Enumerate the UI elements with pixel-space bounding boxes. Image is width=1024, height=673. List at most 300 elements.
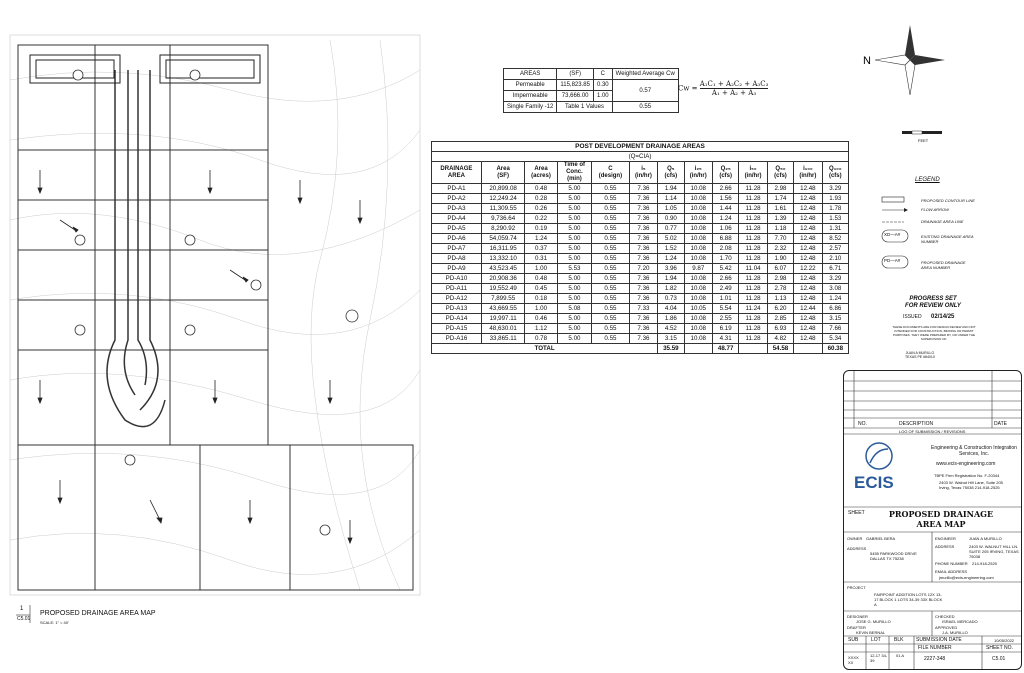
table-cell: 12.48 bbox=[794, 274, 822, 284]
table-header-row bbox=[432, 162, 849, 184]
table-row bbox=[432, 204, 849, 214]
row-area: Permeable bbox=[504, 80, 557, 91]
col-header-line: (in/hr) bbox=[744, 172, 762, 179]
table-cell: 12,249.24 bbox=[481, 194, 524, 204]
row-area: Impermeable bbox=[504, 91, 557, 102]
table-cell: PD-A11 bbox=[432, 284, 482, 294]
col-header bbox=[822, 162, 848, 184]
table-cell: 12.48 bbox=[794, 324, 822, 334]
table-cell: 5.00 bbox=[557, 334, 592, 344]
scale-bar bbox=[900, 128, 950, 148]
table-cell: 12.48 bbox=[794, 294, 822, 304]
table-cell: 0.77 bbox=[658, 224, 684, 234]
table-cell: 5.00 bbox=[557, 294, 592, 304]
phone-label: PHONE NUMBER bbox=[935, 561, 968, 566]
col-header bbox=[525, 162, 557, 184]
table-cell: 0.55 bbox=[592, 184, 630, 194]
table-cell: 11.28 bbox=[739, 294, 767, 304]
table-cell: 0.73 bbox=[658, 294, 684, 304]
table-cell: 12.48 bbox=[794, 334, 822, 344]
table-cell: 7.36 bbox=[629, 224, 657, 234]
col-header-cw: Weighted Average Cw bbox=[612, 69, 678, 80]
table-cell: 5.02 bbox=[658, 234, 684, 244]
table-cell: 7.66 bbox=[822, 324, 848, 334]
table-cell: 8,290.92 bbox=[481, 224, 524, 234]
progress-line2: FOR REVIEW ONLY bbox=[905, 303, 961, 309]
col-header-line: Q₅₀ bbox=[775, 165, 786, 172]
revision-date-label: DATE bbox=[994, 421, 1007, 427]
engineer-stamp bbox=[905, 351, 935, 359]
row-area: Single Family -12 bbox=[504, 102, 557, 113]
sheet-no: C5.01 bbox=[992, 656, 1006, 662]
table-cell: 6.19 bbox=[713, 324, 739, 334]
table-cell: 4.82 bbox=[767, 334, 793, 344]
table-cell: 5.00 bbox=[557, 284, 592, 294]
table-cell: 6.07 bbox=[767, 264, 793, 274]
lot-value: 12-17 34-39 bbox=[870, 653, 888, 663]
owner-name: GABRIEL BERA bbox=[866, 536, 896, 541]
legend-item: PROPOSED CONTOUR LINE bbox=[921, 198, 975, 203]
table-cell: 1.00 bbox=[525, 264, 557, 274]
table-cell: 7.36 bbox=[629, 214, 657, 224]
table-cell: 7.70 bbox=[767, 234, 793, 244]
table-cell: 2.10 bbox=[822, 254, 848, 264]
table-cell: 1.82 bbox=[658, 284, 684, 294]
table-cell: 10.08 bbox=[684, 294, 712, 304]
sheet-label: SHEET bbox=[848, 510, 865, 516]
drafter-label: DRAFTER bbox=[847, 625, 866, 630]
table-cell: 10.08 bbox=[684, 274, 712, 284]
table-cell: 9.87 bbox=[684, 264, 712, 274]
table-cell: 0.48 bbox=[525, 274, 557, 284]
col-header-line: Q₂₅ bbox=[720, 165, 731, 172]
engineer-name: JUAN A MURILLO bbox=[969, 536, 1002, 541]
table-cell: 11.28 bbox=[739, 284, 767, 294]
table-cell: PD-A15 bbox=[432, 324, 482, 334]
table-cell: 3.08 bbox=[822, 284, 848, 294]
table-title: POST DEVELOPMENT DRAINAGE AREAS bbox=[432, 142, 849, 152]
table-cell: 2.08 bbox=[713, 244, 739, 254]
table-cell: 0.55 bbox=[592, 254, 630, 264]
table-cell: 0.55 bbox=[592, 224, 630, 234]
legend-item: PROPOSED DRAINAGE AREA NUMBER bbox=[921, 260, 966, 270]
table-cell: 11.28 bbox=[739, 214, 767, 224]
table-cell: 3.15 bbox=[822, 314, 848, 324]
table-cell: 11.28 bbox=[739, 184, 767, 194]
table-cell: PD-A12 bbox=[432, 294, 482, 304]
table-cell: 11.28 bbox=[739, 234, 767, 244]
progress-stamp bbox=[893, 296, 973, 310]
col-header bbox=[658, 162, 684, 184]
table-cell: 2.57 bbox=[822, 244, 848, 254]
table-row bbox=[432, 234, 849, 244]
table-cell: 1.24 bbox=[822, 294, 848, 304]
table-cell: 11.28 bbox=[739, 204, 767, 214]
table-cell: 1.78 bbox=[822, 204, 848, 214]
engineer-stamp-license: TEXAS PE #84010 bbox=[905, 355, 935, 359]
table-cell: 10.05 bbox=[684, 304, 712, 314]
table-cell: 0.55 bbox=[592, 324, 630, 334]
table-cell: 12.48 bbox=[794, 184, 822, 194]
progress-line1: PROGRESS SET bbox=[909, 296, 957, 302]
col-header-line: (min) bbox=[567, 176, 582, 182]
table-cell: PD-A3 bbox=[432, 204, 482, 214]
col-header-line: (cfs) bbox=[774, 172, 787, 179]
table-cell: 8.52 bbox=[822, 234, 848, 244]
table-cell: 0.55 bbox=[592, 204, 630, 214]
table-cell: 2.49 bbox=[713, 284, 739, 294]
table-cell: 10.08 bbox=[684, 204, 712, 214]
table-row bbox=[432, 274, 849, 284]
col-header-line: Conc. bbox=[566, 169, 583, 175]
table-cell: 0.26 bbox=[525, 204, 557, 214]
table-cell: 10.08 bbox=[684, 334, 712, 344]
table-cell: 10.08 bbox=[684, 254, 712, 264]
table-row bbox=[432, 184, 849, 194]
col-header-line: i₁₀₀ bbox=[803, 165, 813, 172]
table-cell: 7.36 bbox=[629, 254, 657, 264]
table-row bbox=[432, 194, 849, 204]
table-cell: 1.31 bbox=[822, 224, 848, 234]
empty-cell bbox=[739, 344, 767, 354]
retaining-walls bbox=[30, 55, 260, 83]
table-cell: PD-A1 bbox=[432, 184, 482, 194]
table-cell: 43,523.45 bbox=[481, 264, 524, 274]
table-cell: PD-A13 bbox=[432, 304, 482, 314]
table-cell: 20,899.08 bbox=[481, 184, 524, 194]
table-cell: 5.00 bbox=[557, 184, 592, 194]
table-cell: 0.46 bbox=[525, 314, 557, 324]
table-cell: 12.48 bbox=[794, 284, 822, 294]
phone-number: 214-918-2525 bbox=[972, 561, 997, 566]
map-scale: SCALE: 1" = 40' bbox=[40, 620, 69, 625]
table-cell: 0.55 bbox=[592, 244, 630, 254]
table-row bbox=[432, 314, 849, 324]
table-cell: 10.08 bbox=[684, 234, 712, 244]
table-cell: 5.00 bbox=[557, 204, 592, 214]
table-cell: 10.08 bbox=[684, 244, 712, 254]
table-cell: 19,552.49 bbox=[481, 284, 524, 294]
table-cell: 0.55 bbox=[592, 194, 630, 204]
table-cell: PD-A16 bbox=[432, 334, 482, 344]
table-cell: 43,669.55 bbox=[481, 304, 524, 314]
table-cell: 11.28 bbox=[739, 194, 767, 204]
table-cell: 5.00 bbox=[557, 224, 592, 234]
table-cell: PD-A14 bbox=[432, 314, 482, 324]
col-header bbox=[629, 162, 657, 184]
table-cell: 12.48 bbox=[794, 314, 822, 324]
col-header bbox=[767, 162, 793, 184]
firm-registration: TBPE Firm Registration No. F-20344 bbox=[934, 473, 1000, 478]
table-cell: 1.86 bbox=[658, 314, 684, 324]
table-cell: 5.00 bbox=[557, 214, 592, 224]
table-cell: 5.53 bbox=[557, 264, 592, 274]
col-header-line: DRAINAGE bbox=[440, 165, 473, 172]
blk-label: BLK bbox=[894, 637, 904, 643]
engineer-address: 2403 W. WALNUT HILL LN. SUITE 205 IRVING, TEXAS 75038 bbox=[969, 544, 1019, 559]
total-q25: 48.77 bbox=[713, 344, 739, 354]
total-q100: 60.38 bbox=[822, 344, 848, 354]
table-cell: 5.00 bbox=[557, 194, 592, 204]
table-cell: 5.00 bbox=[557, 244, 592, 254]
table-row bbox=[432, 224, 849, 234]
table-cell: 13,332.10 bbox=[481, 254, 524, 264]
table-cell: 0.37 bbox=[525, 244, 557, 254]
table-row bbox=[432, 304, 849, 314]
sub-value: XXXX XX bbox=[848, 655, 859, 665]
company-website: www.ecis-engineering.com bbox=[936, 461, 996, 467]
col-header-line: (in/hr) bbox=[689, 172, 707, 179]
table-cell: 19,997.11 bbox=[481, 314, 524, 324]
table-cell: 11.28 bbox=[739, 244, 767, 254]
table-cell: 1.12 bbox=[525, 324, 557, 334]
scale-label: FEET bbox=[918, 138, 929, 143]
submission-date-label: SUBMISSION DATE bbox=[916, 637, 962, 643]
table-cell: 10.08 bbox=[684, 284, 712, 294]
table-cell: 1.74 bbox=[767, 194, 793, 204]
table-cell: 10.08 bbox=[684, 184, 712, 194]
title-block bbox=[843, 370, 1022, 670]
table-cell: 7.36 bbox=[629, 314, 657, 324]
col-header bbox=[713, 162, 739, 184]
table-cell: 16,311.95 bbox=[481, 244, 524, 254]
table-cell: 7.36 bbox=[629, 244, 657, 254]
table-cell: 12.48 bbox=[794, 194, 822, 204]
drafter-name: KEVIN BERNAL bbox=[856, 630, 886, 635]
checked-label: CHECKED bbox=[935, 614, 955, 619]
table-cell: 0.55 bbox=[592, 214, 630, 224]
col-header bbox=[794, 162, 822, 184]
table-cell: 5.54 bbox=[713, 304, 739, 314]
formula-denominator: A₁ + A₂ + A₃ bbox=[711, 89, 757, 97]
table-cell: 1.18 bbox=[767, 224, 793, 234]
table-cell: 1.94 bbox=[658, 184, 684, 194]
table-cell: PD-A5 bbox=[432, 224, 482, 234]
table-cell: 1.14 bbox=[658, 194, 684, 204]
table-cell: 7.36 bbox=[629, 234, 657, 244]
table-cell: 0.22 bbox=[525, 214, 557, 224]
col-header-areas: AREAS bbox=[504, 69, 557, 80]
table-cell: 1.53 bbox=[822, 214, 848, 224]
col-header bbox=[481, 162, 524, 184]
col-header bbox=[432, 162, 482, 184]
table-cell: 12.44 bbox=[794, 304, 822, 314]
legend-item: EXISTING DRAINAGE AREA NUMBER bbox=[921, 234, 974, 244]
issued-date: 02/14/25 bbox=[931, 314, 955, 320]
row-c: 1.00 bbox=[593, 91, 612, 102]
table-cell: 1.24 bbox=[658, 254, 684, 264]
formula-lhs: Cw = bbox=[678, 84, 698, 93]
table-cell: 7.20 bbox=[629, 264, 657, 274]
table-cell: 0.90 bbox=[658, 214, 684, 224]
table-cell: 11.28 bbox=[739, 314, 767, 324]
table-cell: 6.93 bbox=[767, 324, 793, 334]
table-cell: 3.29 bbox=[822, 184, 848, 194]
table-cell: 1.24 bbox=[713, 214, 739, 224]
table-cell: 2.78 bbox=[767, 284, 793, 294]
table-cell: PD-A6 bbox=[432, 234, 482, 244]
table-cell: 0.55 bbox=[592, 234, 630, 244]
drainage-areas-table bbox=[431, 141, 849, 354]
table-row bbox=[432, 214, 849, 224]
table-row bbox=[432, 284, 849, 294]
table-cell: 5.00 bbox=[557, 254, 592, 264]
table-cell: 10.08 bbox=[684, 214, 712, 224]
owner-address-label: ADDRESS bbox=[847, 546, 867, 551]
table-cell: 0.55 bbox=[592, 294, 630, 304]
table-cell: 3.29 bbox=[822, 274, 848, 284]
col-header-line: (cfs) bbox=[828, 172, 842, 179]
col-header-line: AREA bbox=[447, 172, 465, 179]
col-header-line: Q₁₀₀ bbox=[829, 165, 842, 172]
table-cell: 6.86 bbox=[822, 304, 848, 314]
table-cell: 7.36 bbox=[629, 324, 657, 334]
table-cell: 54,059.74 bbox=[481, 234, 524, 244]
row-cw: 0.55 bbox=[612, 102, 678, 113]
table-subtitle: (Q=CIA) bbox=[432, 152, 849, 162]
table-cell: 11.04 bbox=[739, 264, 767, 274]
table-cell: 0.55 bbox=[592, 314, 630, 324]
table-cell: 0.19 bbox=[525, 224, 557, 234]
project-name: FAIRPOINT ADDITION LOTS 12X 13-17 BLOCK 1 LOTS 34-39 33X BLOCK A bbox=[874, 592, 943, 607]
legend-symbol-existing: XD—A# bbox=[884, 232, 901, 237]
engineer-stamp-name: JUAN A MURILLO bbox=[905, 351, 935, 355]
designer-label: DESIGNER bbox=[847, 614, 868, 619]
table-cell: 10.08 bbox=[684, 224, 712, 234]
table-cell: 5.00 bbox=[557, 274, 592, 284]
sheet-title: PROPOSED DRAINAGE AREA MAP bbox=[888, 509, 994, 529]
revisions-label: LOG OF SUBMISSION / REVISIONS bbox=[899, 429, 966, 434]
total-label: TOTAL bbox=[432, 344, 658, 354]
col-header-line: Area bbox=[496, 165, 510, 172]
table-cell: 12.48 bbox=[794, 224, 822, 234]
col-header-c: C bbox=[593, 69, 612, 80]
table-cell: 4.52 bbox=[658, 324, 684, 334]
table-cell: PD-A4 bbox=[432, 214, 482, 224]
table-cell: 2.66 bbox=[713, 184, 739, 194]
table-cell: PD-A10 bbox=[432, 274, 482, 284]
table-cell: 5.00 bbox=[557, 234, 592, 244]
table-cell: 2.55 bbox=[713, 314, 739, 324]
table-cell: 0.55 bbox=[592, 284, 630, 294]
col-header-line: Q₅ bbox=[667, 165, 675, 172]
table-cell: 12.48 bbox=[794, 234, 822, 244]
total-row bbox=[432, 344, 849, 354]
legend-title: LEGEND bbox=[915, 177, 940, 183]
table-row bbox=[432, 264, 849, 274]
north-arrow-icon bbox=[860, 20, 960, 100]
table-cell: 2.98 bbox=[767, 274, 793, 284]
table-cell: 1.13 bbox=[767, 294, 793, 304]
table-cell: PD-A8 bbox=[432, 254, 482, 264]
legend-item: DRAINAGE AREA LINE bbox=[921, 219, 964, 224]
sub-label: SUB bbox=[848, 637, 859, 643]
email-address: jmurillo@ecis-engineering.com bbox=[939, 575, 994, 580]
table-cell: 0.55 bbox=[592, 304, 630, 314]
review-disclaimer: THESE DOCUMENTS ARE FOR DESIGN REVIEW AND NOT INTENDED FOR CONSTRUCTION, BIDDING OR PERMIT PURPOSES. THEY WERE PREPARED BY, OR UNDER THE SUPERVISION OF: bbox=[892, 325, 976, 341]
owner-label: OWNER bbox=[847, 536, 863, 541]
table-cell: 1.61 bbox=[767, 204, 793, 214]
table-cell: 1.39 bbox=[767, 214, 793, 224]
file-number-label: FILE NUMBER bbox=[918, 645, 952, 651]
table-cell: 1.44 bbox=[713, 204, 739, 214]
table-cell: 5.08 bbox=[557, 304, 592, 314]
table-cell: 5.42 bbox=[713, 264, 739, 274]
col-header bbox=[684, 162, 712, 184]
table-cell: 11.28 bbox=[739, 334, 767, 344]
table-cell: 12.48 bbox=[794, 254, 822, 264]
table-cell: 5.34 bbox=[822, 334, 848, 344]
table-cell: 4.04 bbox=[658, 304, 684, 314]
legend-item: FLOW ARROW bbox=[921, 207, 949, 212]
street-curbs bbox=[107, 70, 165, 427]
table-cell: 1.00 bbox=[525, 304, 557, 314]
table-cell: 48,630.01 bbox=[481, 324, 524, 334]
table-cell: 7.36 bbox=[629, 274, 657, 284]
table-row bbox=[432, 334, 849, 344]
table-cell: 11.28 bbox=[739, 254, 767, 264]
table-cell: 11.28 bbox=[739, 274, 767, 284]
table-cell: 11.28 bbox=[739, 224, 767, 234]
table-cell: 1.52 bbox=[658, 244, 684, 254]
file-number: 2227-348 bbox=[924, 656, 946, 662]
table-cell: 10.08 bbox=[684, 194, 712, 204]
total-q5: 35.59 bbox=[658, 344, 684, 354]
approved-name: J.A. MURILLO bbox=[942, 630, 968, 635]
table-cell: 7,899.55 bbox=[481, 294, 524, 304]
table-cell: 9,736.64 bbox=[481, 214, 524, 224]
table-cell: 1.06 bbox=[713, 224, 739, 234]
email-label: EMAIL ADDRESS bbox=[935, 569, 968, 574]
row-cw: 0.57 bbox=[612, 80, 678, 102]
col-header-line: i₂₅ bbox=[694, 165, 702, 172]
table-cell: 7.36 bbox=[629, 284, 657, 294]
col-header-line: Area bbox=[534, 165, 548, 172]
table-cell: 0.48 bbox=[525, 184, 557, 194]
table-cell: 5.00 bbox=[557, 324, 592, 334]
col-header-line: (cfs) bbox=[664, 172, 678, 179]
checked-name: ISRAEL MERCADO bbox=[942, 619, 978, 624]
col-header-line: i₅₀ bbox=[749, 165, 757, 172]
col-header-line: (SF) bbox=[497, 172, 509, 179]
issued-line bbox=[903, 314, 954, 320]
table-cell: 3.96 bbox=[658, 264, 684, 274]
col-header-line: Time of bbox=[563, 162, 586, 168]
col-header-sf: (SF) bbox=[557, 69, 594, 80]
table-cell: 1.01 bbox=[713, 294, 739, 304]
table-cell: 1.56 bbox=[713, 194, 739, 204]
table-cell: 1.90 bbox=[767, 254, 793, 264]
project-label: PROJECT bbox=[847, 585, 866, 590]
table-cell: 0.78 bbox=[525, 334, 557, 344]
table-cell: 1.70 bbox=[713, 254, 739, 264]
table-row bbox=[432, 254, 849, 264]
table-cell: 20,908.36 bbox=[481, 274, 524, 284]
legend-symbol-proposed: PD—A# bbox=[884, 258, 901, 263]
weighted-c-formula bbox=[678, 80, 768, 97]
map-title: PROPOSED DRAINAGE AREA MAP bbox=[40, 610, 156, 617]
col-header bbox=[739, 162, 767, 184]
engineer-label: ENGINEER bbox=[935, 536, 956, 541]
table-cell: 11,309.55 bbox=[481, 204, 524, 214]
table-cell: 7.36 bbox=[629, 194, 657, 204]
table-cell: 7.36 bbox=[629, 184, 657, 194]
row-c: 0.30 bbox=[593, 80, 612, 91]
table-row bbox=[432, 244, 849, 254]
table-cell: 7.33 bbox=[629, 304, 657, 314]
col-header-line: C bbox=[608, 165, 613, 172]
empty-cell bbox=[684, 344, 712, 354]
